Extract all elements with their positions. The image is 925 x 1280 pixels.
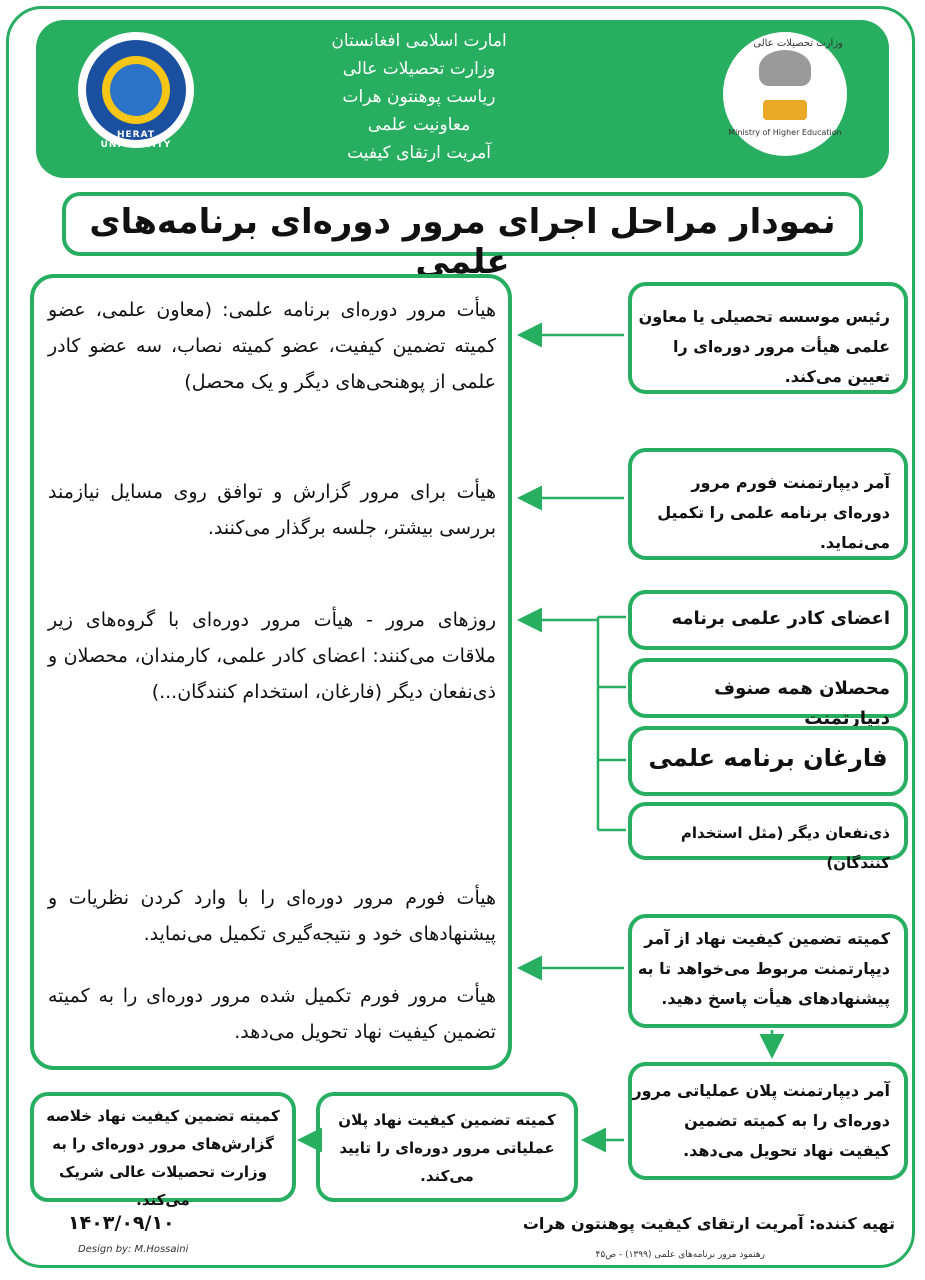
step-box-3: کمیته تضمین کیفیت نهاد از آمر دیپارتمنت مربوط می‌خواهد تا به پیشنهادهای هیأت پاسخ دهید. — [628, 914, 908, 1028]
step-box-1: رئیس موسسه تحصیلی یا معاون علمی هیأت مرور دوره‌ای را تعیین می‌کند. — [628, 282, 908, 394]
panel-text-5: هیأت مرور فورم تکمیل شده مرور دوره‌ای را به کمیته تضمین کیفیت نهاد تحویل می‌دهد. — [48, 985, 496, 1043]
logo-right-top: وزارت تحصیلات عالی — [753, 38, 843, 49]
step-box-6: کمیته تضمین کیفیت نهاد خلاصه گزارش‌های مرور دوره‌ای را به وزارت تحصیلات عالی شریک می‌کند. — [30, 1092, 296, 1202]
header-line-5: آمریت ارتقای کیفیت — [347, 143, 491, 163]
footer-prepared-by: تهیه کننده: آمریت ارتقای کیفیت پوهنتون هرات — [522, 1214, 895, 1233]
logo-left-label: HERAT UNIVERSITY — [100, 130, 172, 150]
logo-right-label: Ministry of Higher Education — [728, 128, 842, 137]
panel-text-1: هیأت مرور دوره‌ای برنامه علمی: (معاون علمی، عضو کمیته تضمین کیفیت، عضو کمیته نصاب، سه عضو کادر علمی از پوهنحی‌های دیگر و یک محصل) — [48, 299, 496, 393]
group-box-graduates: فارغان برنامه علمی — [628, 726, 908, 796]
panel-text-2: هیأت برای مرور گزارش و توافق روی مسایل نیازمند بررسی بیشتر، جلسه برگذار می‌کنند. — [48, 481, 496, 539]
group-box-faculty: اعضای کادر علمی برنامه — [628, 590, 908, 650]
header-line-3: ریاست پوهنتون هرات — [342, 87, 496, 107]
step-box-5: کمیته تضمین کیفیت نهاد پلان عملیاتی مرور دوره‌ای را تایید می‌کند. — [316, 1092, 578, 1202]
group-box-students: محصلان همه صنوف دیپارتمنت — [628, 658, 908, 718]
footer-designer: Design by: M.Hossaini — [78, 1244, 189, 1255]
diagram-title: نمودار مراحل اجرای مرور دوره‌ای برنامه‌های علمی — [89, 202, 836, 282]
panel-text-4: هیأت فورم مرور دوره‌ای را با وارد کردن نظریات و پیشنهادهای خود و نتیجه‌گیری تکمیل می‌نماید. — [48, 887, 496, 945]
step-box-2: آمر دیپارتمنت فورم مرور دوره‌ای برنامه علمی را تکمیل می‌نماید. — [628, 448, 908, 560]
footer-date: ۱۴۰۳/۰۹/۱۰ — [68, 1212, 175, 1234]
group-box-stakeholders: ذی‌نفعان دیگر (مثل استخدام کنندگان) — [628, 802, 908, 860]
panel-text-3: روزهای مرور - هیأت مرور دوره‌ای با گروه‌های زیر ملاقات می‌کنند: اعضای کادر علمی، کارمندان، محصلان و ذی‌نفعان دیگر (فارغان، استخدام کنندگان...) — [48, 609, 496, 703]
header-line-4: معاونیت علمی — [367, 115, 471, 135]
step-box-4: آمر دیپارتمنت پلان عملیاتی مرور دوره‌ای را به کمیته تضمین کیفیت نهاد تحویل می‌دهد. — [628, 1062, 908, 1180]
header-line-1: امارت اسلامی افغانستان — [331, 31, 507, 51]
header-line-2: وزارت تحصیلات عالی — [342, 59, 496, 79]
footer-reference: رهنمود مرور برنامه‌های علمی (۱۳۹۹) - ص۴۵ — [595, 1250, 765, 1260]
